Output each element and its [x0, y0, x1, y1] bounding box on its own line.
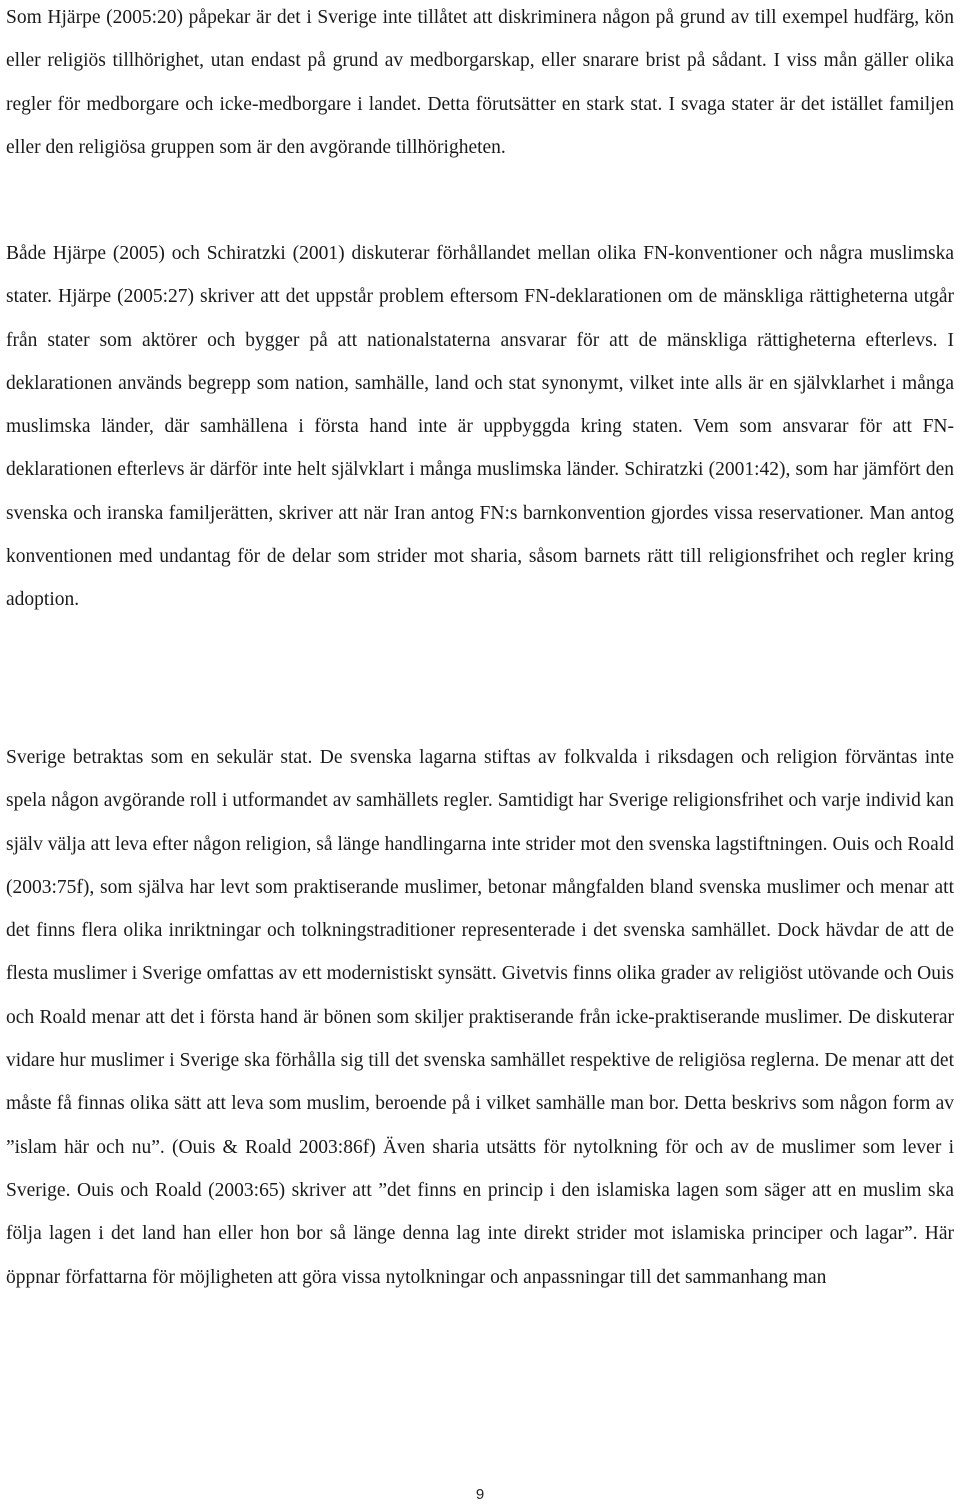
paragraph-1: Som Hjärpe (2005:20) påpekar är det i Sverige inte tillåtet att diskriminera någon på grund av till exempel hudfärg, kön eller religiös tillhörighet, utan endast på grund av medborgarskap, eller snarare brist på sådant. I viss mån gäller olika regler för medborgare och icke-medborgare i landet. Detta förutsätter en stark stat. I svaga stater är det istället familjen eller den religiösa gruppen som är den avgörande tillhörigheten. [6, 7, 954, 158]
page-number: 9 [475, 1486, 485, 1503]
paragraph-3: Sverige betraktas som en sekulär stat. De svenska lagarna stiftas av folkvalda i riksdagen och religion förväntas inte spela någon avgörande roll i utformandet av samhällets regler. Samtidigt har Sverige religionsfrihet och varje individ kan själv välja att leva efter någon religion, så länge handlingarna inte strider mot den svenska lagstiftningen. Ouis och Roald (2003:75f), som själva har levt som praktiserande muslimer, betonar mångfalden bland svenska muslimer och menar att det finns flera olika inriktningar och tolkningstraditioner representerade i det svenska samhället. Dock hävdar de att de flesta muslimer i Sverige omfattas av ett modernistiskt synsätt. Givetvis finns olika grader av religiöst utövande och Ouis och Roald menar att det i första hand är bönen som skiljer praktiserande från icke-praktiserande muslimer. De diskuterar vidare hur muslimer i Sverige ska förhålla sig till det svenska samhället respektive de religiösa reglerna. De menar att det måste få finnas olika sätt att leva som muslim, beroende på i vilket samhälle man bor. Detta beskrivs som någon form av ”islam här och nu”. (Ouis & Roald 2003:86f) Även sharia utsätts för nytolkning för och av de muslimer som lever i Sverige. Ouis och Roald (2003:65) skriver att ”det finns en princip i den islamiska lagen som säger att en muslim ska följa lagen i det land han eller hon bor så länge denna lag inte direkt strider mot islamiska principer och lagar”. Här öppnar författarna för möjligheten att göra vissa nytolkningar och anpassningar till det sammanhang man [6, 747, 954, 1288]
paragraph-2: Både Hjärpe (2005) och Schiratzki (2001) diskuterar förhållandet mellan olika FN-konventioner och några muslimska stater. Hjärpe (2005:27) skriver att det uppstår problem eftersom FN-deklarationen om de mänskliga rättigheterna utgår från stater som aktörer och bygger på att nationalstaterna ansvarar för att de mänskliga rättigheterna efterlevs. I deklarationen används begrepp som nation, samhälle, land och stat synonymt, vilket inte alls är en självklarhet i många muslimska länder, där samhällena i första hand inte är uppbyggda kring staten. Vem som ansvarar för att FN-deklarationen efterlevs är därför inte helt självklart i många muslimska länder. Schiratzki (2001:42), som har jämfört den svenska och iranska familjerätten, skriver att när Iran antog FN:s barnkonvention gjordes vissa reservationer. Man antog konventionen med undantag för de delar som strider mot sharia, såsom barnets rätt till religionsfrihet och regler kring adoption. [6, 243, 954, 611]
